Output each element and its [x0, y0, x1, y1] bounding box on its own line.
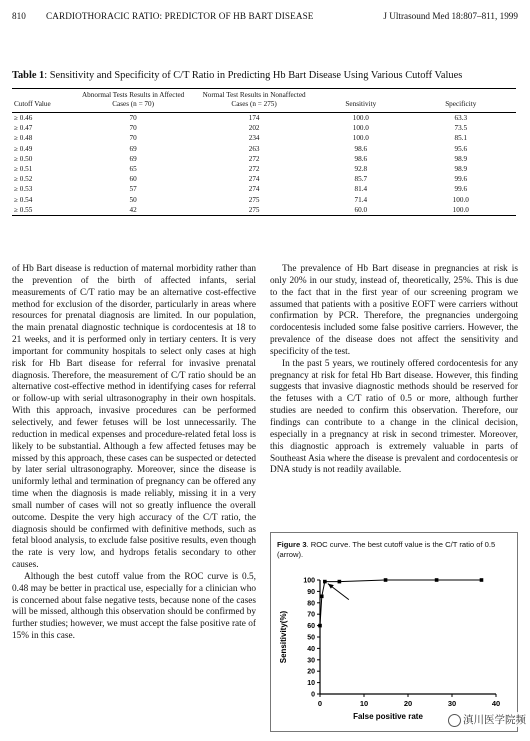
table-cell: 274	[248, 175, 260, 184]
table-cell: ≥ 0.52	[14, 175, 33, 184]
table-row	[12, 144, 516, 154]
y-tick-label: 90	[307, 588, 315, 596]
table-label: Table 1	[12, 70, 45, 81]
roc-data-point	[323, 580, 327, 584]
table-cell: 274	[248, 185, 260, 194]
table-row	[12, 174, 516, 184]
left-text-column	[12, 264, 256, 643]
y-tick-label: 20	[307, 668, 315, 676]
table-cell: 174	[248, 114, 260, 122]
column-header: Specificity	[406, 89, 516, 113]
table-cell: 60.0	[316, 205, 405, 216]
table-cell: 99.6	[454, 175, 468, 184]
table-cell: ≥ 0.47	[14, 124, 33, 133]
body-paragraph: The prevalence of Hb Bart disease in pregnancies at risk is only 20% in our study, instead of, theoretically, 25%. This is due to the fact that in the first year of our screening program we assumed that patients with a positive EOFT were carriers without confirmation by PCR. Therefore, the pregnancies undergoing cordocentesis included some false positive carriers. However, the prevalence of the disease does not affect the sensitivity and specificity of the test.	[270, 264, 518, 357]
column-header: Normal Test Results in Nonaffected Cases (n = 275)	[192, 89, 316, 113]
table-cell: 98.6	[354, 144, 368, 153]
table-cell: 99.6	[454, 185, 468, 194]
table-cell: 100.0	[452, 195, 469, 204]
data-table	[12, 88, 516, 216]
column-header: Abnormal Tests Results in Affected Cases (n = 70)	[74, 89, 192, 113]
column-header: Cutoff Value	[12, 89, 74, 113]
table-cell: 100.0	[352, 124, 369, 133]
table-row	[12, 113, 516, 124]
table-cell: 98.9	[454, 154, 468, 163]
table-cell: 100.0	[352, 114, 369, 122]
table-cell: ≥ 0.49	[14, 144, 33, 153]
roc-data-point	[318, 624, 322, 628]
y-tick-label: 60	[307, 623, 315, 631]
table-cell: 234	[248, 134, 260, 143]
table-cell: ≥ 0.54	[14, 195, 33, 204]
x-tick-label: 40	[491, 699, 501, 708]
x-tick-label: 20	[403, 699, 413, 708]
table-row	[12, 205, 516, 216]
table-cell: 98.9	[454, 165, 468, 174]
table-row	[12, 123, 516, 133]
table-cell: ≥ 0.50	[14, 154, 33, 163]
roc-data-point	[338, 580, 342, 584]
roc-data-point	[480, 578, 484, 582]
table-cell: 98.6	[354, 154, 368, 163]
table-cell: ≥ 0.55	[12, 205, 74, 216]
watermark	[446, 712, 528, 727]
table-row	[12, 133, 516, 143]
y-tick-label: 80	[307, 600, 315, 608]
table-cell: 70	[129, 134, 137, 143]
y-tick-label: 50	[307, 634, 315, 642]
x-tick-label: 10	[359, 699, 369, 708]
figure-caption	[277, 540, 515, 560]
y-axis-label: Sensitivity(%)	[279, 610, 288, 664]
table-cell: 69	[129, 154, 137, 163]
y-tick-label: 10	[307, 680, 315, 688]
table-title: : Sensitivity and Specificity of C/T Ratio in Predicting Hb Bart Disease Using Various Cutoff Values	[44, 70, 463, 81]
y-tick-label: 70	[307, 611, 315, 619]
x-axis-label: False positive rate	[353, 712, 423, 721]
y-tick-label: 100	[303, 577, 315, 585]
figure-caption-text: . ROC curve. The best cutoff value is the C/T ratio of 0.5 (arrow).	[277, 540, 496, 559]
table-cell: 100.0	[352, 134, 369, 143]
table-cell: 42	[74, 205, 192, 216]
y-tick-label: 40	[307, 645, 315, 653]
x-tick-label: 0	[317, 699, 323, 708]
y-tick-label: 0	[311, 691, 315, 699]
running-title: CARDIOTHORACIC RATIO: PREDICTOR OF HB BART DISEASE	[46, 11, 314, 21]
watermark-text: 滇川医学院频	[463, 714, 526, 726]
page-number: 810	[12, 11, 26, 21]
roc-data-point	[384, 578, 388, 582]
roc-data-point	[320, 595, 324, 599]
table-cell: 57	[129, 185, 137, 194]
running-head	[12, 11, 518, 25]
table-cell: 81.4	[354, 185, 368, 194]
body-paragraph: Although the best cutoff value from the ROC curve is 0.5, 0.48 may be better in practical use, especially for a clinician who is concerned about false negative tests, because none of the cases will be missed, although this observation should be confirmed by further studies; however, we must accept the false positive rate of 15% in this case.	[12, 571, 256, 642]
table-cell: 272	[248, 165, 260, 174]
table-row	[12, 154, 516, 164]
table-cell: 85.7	[354, 175, 368, 184]
roc-chart	[276, 570, 508, 724]
body-paragraph: In the past 5 years, we routinely offered cordocentesis for any pregnancy at risk for fetal Hb Bart disease. However, this finding suggests that invasive diagnostic methods should be reserved for the fetuses with a C/T ratio of 0.5 or more, although further studies are needed to confirm this observation. Therefore, our findings can contribute to a change in the clinical decision, especially in a pregnancy at risk in second trimester. Moreover, this diagnostic approach is extremely valuable in parts of Southeast Asia where the disease is prevalent and cordocentesis or DNA study is not readily available.	[270, 358, 518, 476]
table-caption	[12, 70, 518, 81]
table-cell: 60	[129, 175, 137, 184]
journal-citation: J Ultrasound Med 18:807–811, 1999	[383, 11, 518, 21]
table-row	[12, 195, 516, 205]
table-cell: ≥ 0.48	[14, 134, 33, 143]
table-header-row	[12, 89, 516, 113]
table-cell: 70	[129, 124, 137, 133]
table-cell: 202	[248, 124, 260, 133]
table-cell: 85.1	[454, 134, 468, 143]
table-cell: 263	[248, 144, 260, 153]
table-row	[12, 184, 516, 194]
watermark-logo-icon	[448, 714, 461, 727]
table-row	[12, 164, 516, 174]
table-cell: 50	[129, 195, 137, 204]
x-tick-label: 30	[447, 699, 457, 708]
table-cell: 73.5	[454, 124, 468, 133]
table-cell: 92.8	[354, 165, 368, 174]
table-cell: 272	[248, 154, 260, 163]
table-cell: 275	[248, 195, 260, 204]
table-cell: ≥ 0.53	[14, 185, 33, 194]
table-cell: 69	[129, 144, 137, 153]
table-cell: 70	[129, 114, 137, 122]
column-header: Sensitivity	[316, 89, 405, 113]
roc-curve-line	[320, 580, 482, 626]
table-cell: ≥ 0.46	[14, 114, 33, 122]
table-cell: 71.4	[354, 195, 368, 204]
figure-label: Figure 3	[277, 540, 307, 549]
body-paragraph: of Hb Bart disease is reduction of maternal morbidity rather than the prevention of the birth of affected infants, serial measurements of C/T ratio may be an alternative cost-effective method for exclusion of the disorder, particularly in areas where resources for prenatal diagnosis are limited. In our population, the main prenatal diagnostic technique is cordocentesis at 18 to 21 weeks, and it is performed only in tertiary centers. It is very important for community hospitals to select only cases at high risk for Hb Bart disease for referral for invasive prenatal diagnosis. Therefore, the measurement of C/T ratio should be an alternative cost-effective method in identifying cases for referral or follow-up with serial ultrasonography in their own hospitals. With this approach, invasive procedures can be performed selectively, and fewer fetuses will be lost unnecessarily. The reduction in medical expenses and procedure-related fetal loss is likely to be substantial. Although a few affected fetuses may be missed by this approach, these cases can be suspected or detected by later serial ultrasonography. Moreover, since the disease is uniformly lethal and termination of pregnancy can be offered any time when the diagnosis is made reliably, missing it in a very small number of cases will not so greatly influence the overall outcome. Despite the very high accuracy of the C/T ratio, the diagnosis should be confirmed with definitive methods, such as fetal blood analysis, to exclude false positive results, even though the rate is very low, and hydrops fetalis secondary to other causes.	[12, 264, 256, 571]
right-text-column	[270, 264, 518, 477]
table-cell: 100.0	[406, 205, 516, 216]
table-cell: 95.6	[454, 144, 468, 153]
table-cell: 63.3	[454, 114, 468, 122]
y-tick-label: 30	[307, 657, 315, 665]
table-cell: 65	[129, 165, 137, 174]
table-cell: 275	[192, 205, 316, 216]
table-cell: ≥ 0.51	[14, 165, 33, 174]
roc-data-point	[435, 578, 439, 582]
